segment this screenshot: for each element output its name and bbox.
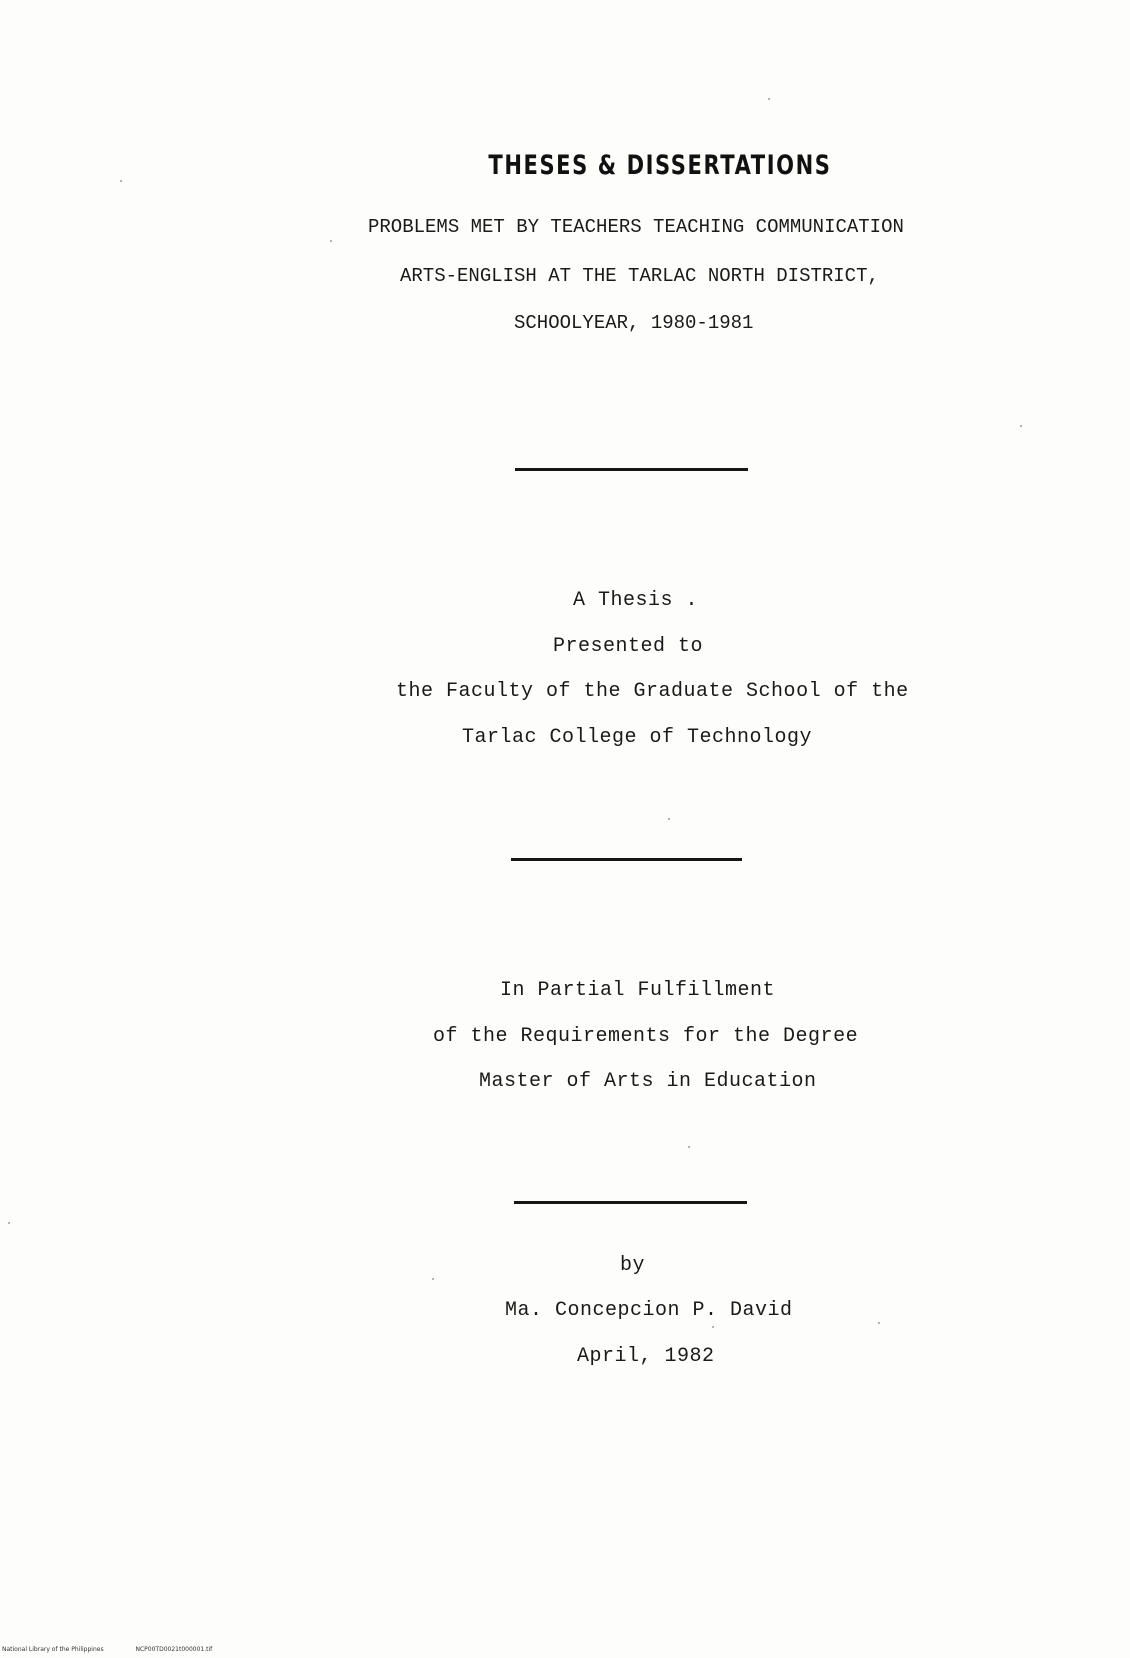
scan-speck [668, 818, 670, 820]
scan-speck [432, 1278, 434, 1280]
scan-speck [712, 1326, 714, 1328]
scan-footer [2, 1646, 242, 1653]
thesis-label: A Thesis . [573, 589, 699, 612]
scan-speck [120, 180, 122, 182]
divider-rule-3 [514, 1201, 747, 1204]
scan-speck [1020, 425, 1022, 427]
scan-speck [8, 1222, 10, 1224]
title-line-2: ARTS-ENGLISH AT THE TARLAC NORTH DISTRICT, [400, 265, 879, 287]
partial-fulfillment: In Partial Fulfillment [500, 979, 776, 1002]
submission-date: April, 1982 [577, 1345, 715, 1368]
divider-rule-1 [515, 468, 748, 471]
scan-speck [878, 1322, 880, 1324]
faculty-line: the Faculty of the Graduate School of the [396, 680, 909, 703]
scan-speck [768, 98, 770, 100]
footer-filename: NCP00TD0021t000001.tif [135, 1646, 213, 1653]
by-label: by [620, 1254, 646, 1277]
requirements-line: of the Requirements for the Degree [433, 1025, 859, 1048]
title-line-1: PROBLEMS MET BY TEACHERS TEACHING COMMUNICATION [368, 216, 904, 238]
title-line-3: SCHOOLYEAR, 1980-1981 [514, 312, 754, 334]
author-name: Ma. Concepcion P. David [505, 1299, 793, 1322]
degree-name: Master of Arts in Education [479, 1070, 817, 1093]
presented-to: Presented to [553, 635, 704, 658]
scan-speck [330, 240, 332, 242]
theses-dissertations-stamp: THESES & DISSERTATIONS [488, 150, 832, 181]
footer-library: National Library of the Philippines [2, 1646, 104, 1653]
divider-rule-2 [511, 858, 742, 861]
scan-speck [688, 1146, 690, 1148]
college-name: Tarlac College of Technology [462, 726, 813, 749]
